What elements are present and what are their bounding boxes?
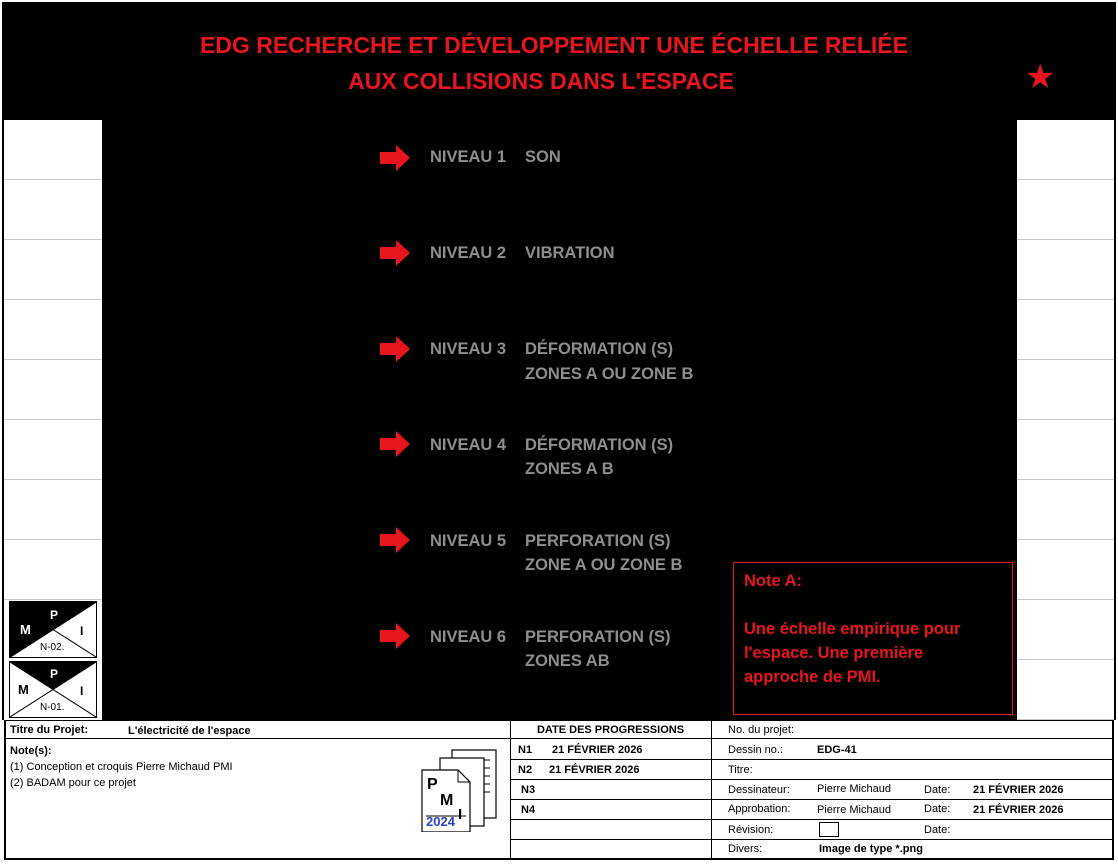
progress-header: DATE DES PROGRESSIONS [536,724,685,736]
approval-value: Pierre Michaud [817,804,891,816]
title-block [4,720,1114,860]
grid-cell [1017,420,1114,480]
level-6-desc-2: ZONES AB [525,652,610,670]
tb-row-line [711,759,1114,760]
designer-date-label: Date: [924,784,951,796]
note-a-line2: l'espace. Une première [744,644,924,662]
note-line-1: (1) Conception et croquis Pierre Michaud PMI [10,761,233,773]
star-icon: ★ [1025,58,1056,96]
red-arrow-icon [380,336,410,362]
tb-row-line [711,839,1114,840]
grid-cell [1017,120,1114,180]
approval-label: Approbation: [728,803,791,815]
titre-label: Titre: [728,764,753,776]
tb-row-line [711,799,1114,800]
grid-cell [4,420,102,480]
level-2-desc: VIBRATION [525,244,615,262]
logo-m: M [18,682,29,697]
tb-row-line [711,738,1114,739]
tb-border-top [4,720,1114,721]
note-spacer [744,593,1002,617]
logo-code: N-02. [40,642,65,653]
pmi-p: P [427,776,438,793]
project-title-label: Titre du Projet: [10,724,89,736]
notes-label: Note(s): [10,745,52,757]
grid-cell [1017,660,1114,720]
pmi-m: M [440,792,454,809]
note-a-line3: approche de PMI. [744,668,881,686]
red-arrow-icon [380,623,410,649]
progress-n2-date: 21 FÉVRIER 2026 [549,764,640,776]
tb-row-line [510,819,711,820]
drawing-no-value: EDG-41 [817,744,857,756]
level-3-label: NIVEAU 3 [430,340,507,358]
grid-cell [4,120,102,180]
level-1-desc: SON [525,148,561,166]
project-title-value: L'électricité de l'espace [128,725,251,737]
progress-n1-date: 21 FÉVRIER 2026 [552,744,643,756]
logo-i: I [80,624,84,638]
grid-cell [1017,540,1114,600]
logo-m: M [20,622,31,637]
page-title-line1: EDG RECHERCHE ET DÉVELOPPEMENT UNE ÉCHELLE RELIÉE [200,32,908,58]
grid-cell [1017,240,1114,300]
tb-row-line [711,779,1114,780]
level-5-label: NIVEAU 5 [430,532,507,550]
designer-date-value: 21 FÉVRIER 2026 [973,784,1064,796]
grid-cell [1017,360,1114,420]
level-4-label: NIVEAU 4 [430,436,507,454]
level-6-desc: PERFORATION (S) [525,628,671,646]
grid-cell [4,480,102,540]
level-3-desc-2: ZONES A OU ZONE B [525,365,694,383]
right-grid-column [1017,120,1114,720]
drawing-no-label: Dessin no.: [728,744,784,756]
left-grid-column [4,120,102,600]
tb-row-line [510,799,711,800]
progress-n1-code: N1 [518,744,533,756]
level-5-desc: PERFORATION (S) [525,532,671,550]
grid-cell [4,540,102,600]
logo-i: I [80,684,84,698]
page-title-line2: AUX COLLISIONS DANS L'ESPACE [348,68,734,94]
pmi-i: I [458,806,463,823]
right-frame-edge [1114,120,1116,720]
logo-code: N-01. [40,702,65,713]
logo-p: P [50,608,59,622]
progress-n4-code: N4 [521,804,536,816]
grid-cell [4,240,102,300]
level-4-desc-2: ZONES A B [525,460,614,478]
grid-cell [4,300,102,360]
mpi-logo-n02 [9,601,97,658]
grid-cell [1017,180,1114,240]
designer-label: Dessinateur: [728,784,790,796]
misc-label: Divers: [728,843,763,855]
revision-label: Révision: [728,824,774,836]
tb-border-bottom [4,858,1114,860]
pmi-document-logo [418,748,498,832]
level-1-label: NIVEAU 1 [430,148,507,166]
designer-value: Pierre Michaud [817,783,891,795]
tb-row-line [4,738,510,739]
level-2-label: NIVEAU 2 [430,244,507,262]
note-a-line1: Une échelle empirique pour [744,620,961,638]
red-arrow-icon [380,527,410,553]
red-arrow-icon [380,240,410,266]
tb-row-line [510,839,711,840]
approval-date-label: Date: [924,803,951,815]
revision-checkbox[interactable] [819,822,839,837]
tb-row-line [510,759,711,760]
red-arrow-icon [380,145,410,171]
approval-date-value: 21 FÉVRIER 2026 [973,804,1064,816]
grid-cell [1017,300,1114,360]
grid-cell [4,360,102,420]
level-6-label: NIVEAU 6 [430,628,507,646]
progress-n3-code: N3 [521,784,536,796]
red-arrow-icon [380,431,410,457]
note-a-title: Note A: [744,572,803,590]
grid-cell [4,180,102,240]
level-3-desc: DÉFORMATION (S) [525,340,674,358]
note-line-2: (2) BADAM pour ce projet [10,777,136,789]
revision-date-label: Date: [924,824,951,836]
grid-cell [1017,480,1114,540]
logo-p: P [50,667,59,681]
level-5-desc-2: ZONE A OU ZONE B [525,556,683,574]
tb-row-line [711,819,1114,820]
level-4-desc: DÉFORMATION (S) [525,436,674,454]
tb-border-left [4,720,6,860]
note-a-box [733,562,1013,715]
pmi-year: 2024 [426,814,455,829]
tb-row-line [510,738,711,739]
progress-n2-code: N2 [518,764,533,776]
mpi-logo-n01 [9,661,97,718]
project-no-label: No. du projet: [728,724,795,736]
grid-cell [1017,600,1114,660]
misc-value: Image de type *.png [819,843,923,855]
tb-row-line [510,779,711,780]
